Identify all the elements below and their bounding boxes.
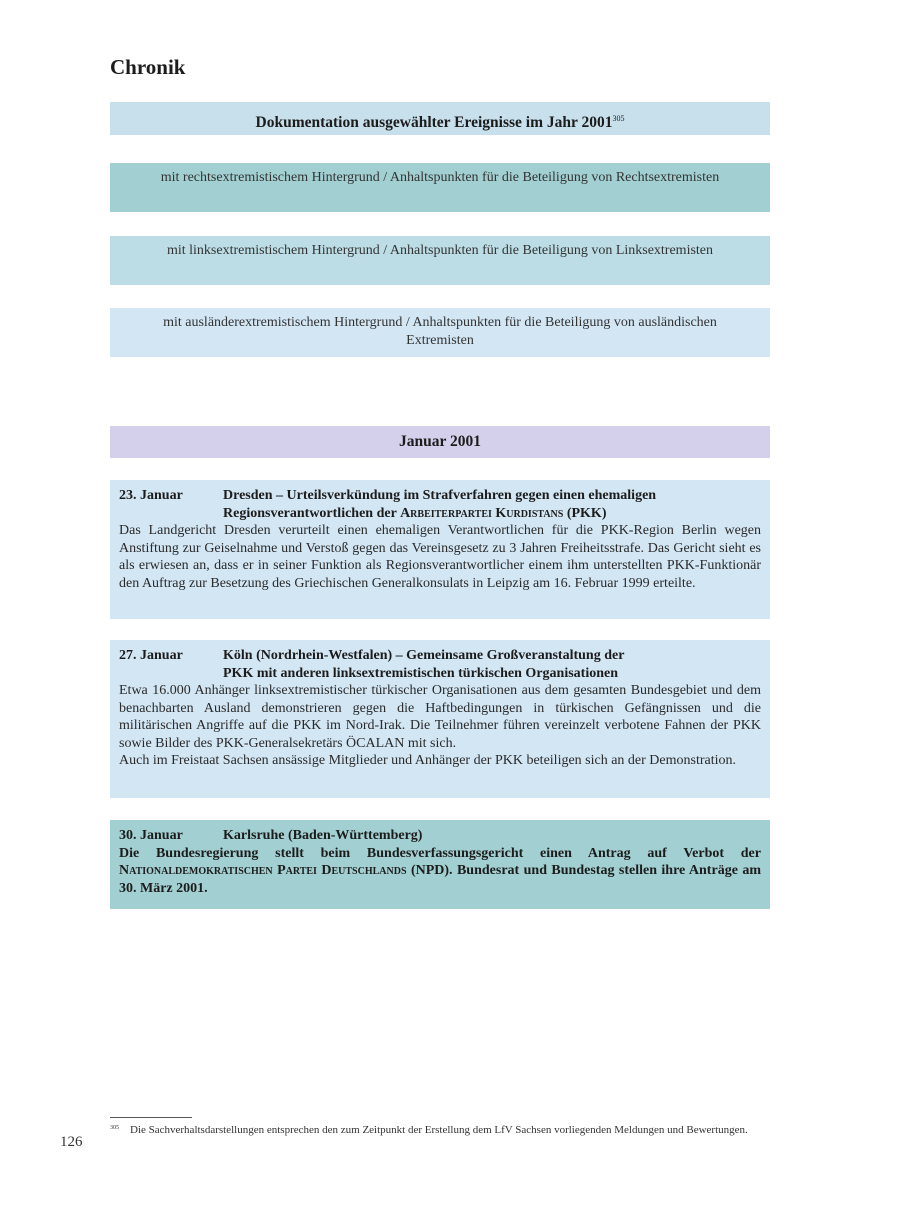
footnote-divider [110, 1117, 192, 1118]
event-title-line: Karlsruhe (Baden-Württemberg) [223, 828, 423, 843]
month-header [110, 426, 770, 458]
event-text: (NPD). Bundesrat und Bundestag stellen ihre Anträge am 30. März 2001. [119, 863, 761, 896]
event-paragraph [119, 845, 761, 898]
event-header [119, 827, 761, 845]
legend-foreign-extremism-text: mit ausländerextremistischem Hintergrund / Anhaltspunkten für die Beteiligung von ausländischen Extremisten [163, 315, 717, 348]
event-body [119, 522, 761, 592]
event-card-27-januar [110, 640, 770, 798]
month-label: Januar 2001 [399, 433, 481, 450]
organization-name: Arbeiterpartei Kurdistans [400, 505, 564, 521]
event-title-line: (PKK) [563, 505, 607, 521]
legend-left-wing-text: mit linksextremistischem Hintergrund / Anhaltspunkten für die Beteiligung von Linksextremisten [166, 243, 714, 258]
event-title [223, 827, 761, 845]
legend-foreign-extremism [110, 308, 770, 357]
event-paragraph: Das Landgericht Dresden verurteilt einen ehemaligen Verantwortlichen für die PKK-Region Berlin wegen Anstiftung zur Geiselnahme und Verstoß gegen das Vereinsgesetz zu 3 Jahren Freiheitsstrafe. Das Gericht sieht es als erwiesen an, dass er in seiner Funktion als Regionsverantwortlicher einem ihm unterstellten PKK-Funktionär den Auftrag zur Besetzung des Griechischen Generalkonsulats in Leipzig am 16. Februar 1999 erteilte. [119, 523, 761, 591]
document-title-bar [110, 102, 770, 135]
event-body [119, 682, 761, 770]
footnote-text: Die Sachverhaltsdarstellungen entsprechen den zum Zeitpunkt der Erstellung dem LfV Sachsen vorliegenden Meldungen und Bewertungen. [130, 1124, 748, 1136]
event-date: 30. Januar [119, 828, 183, 843]
event-card-30-januar [110, 820, 770, 909]
event-title-line: Dresden – Urteilsverkündung im Strafverfahren gegen einen ehemaligen [223, 488, 657, 503]
event-body [119, 845, 761, 898]
event-title [223, 647, 761, 682]
organization-name: Nationaldemokratischen Partei Deutschlands [119, 863, 407, 878]
event-title [223, 487, 761, 522]
page-number: 126 [60, 1134, 83, 1150]
event-title-line: Köln (Nordrhein-Westfalen) – Gemeinsame Großveranstaltung der [223, 648, 625, 663]
chapter-heading: Chronik [110, 55, 186, 79]
footnote-reference: 305 [612, 114, 625, 123]
legend-right-wing [110, 163, 770, 212]
legend-right-wing-text: mit rechtsextremistischem Hintergrund / Anhaltspunkten für die Beteiligung von Rechtsextremisten [160, 170, 720, 185]
document-title: Dokumentation ausgewählter Ereignisse im Jahr 2001 [255, 114, 613, 132]
event-date: 23. Januar [119, 488, 183, 503]
event-card-23-januar [110, 480, 770, 619]
event-paragraph: Auch im Freistaat Sachsen ansässige Mitglieder und Anhänger der PKK beteiligen sich an der Demonstration. [119, 753, 737, 768]
footnote-number: 305 [110, 1125, 119, 1131]
event-text: Die Bundesregierung stellt beim Bundesverfassungsgericht einen Antrag auf Verbot der [119, 845, 761, 861]
legend-left-wing [110, 236, 770, 285]
footnote [110, 1124, 772, 1137]
event-header [119, 487, 761, 522]
event-title-line: PKK mit anderen linksextremistischen türkischen Organisationen [223, 665, 618, 681]
event-title-line: Regionsverantwortlichen der [223, 505, 401, 521]
event-header [119, 647, 761, 682]
event-date: 27. Januar [119, 648, 183, 663]
event-paragraph: Etwa 16.000 Anhänger linksextremistischer türkischer Organisationen aus dem gesamten Bundesgebiet und dem benachbarten Ausland demonstrieren gegen die Haftbedingungen in türkischen Gefängnissen und die militärischen Angriffe auf die PKK im Nord-Irak. Die Teilnehmer führen vereinzelt verbotene Fahnen der PKK sowie Bilder des PKK-Generalsekretärs ÖCALAN mit sich. [119, 683, 761, 751]
